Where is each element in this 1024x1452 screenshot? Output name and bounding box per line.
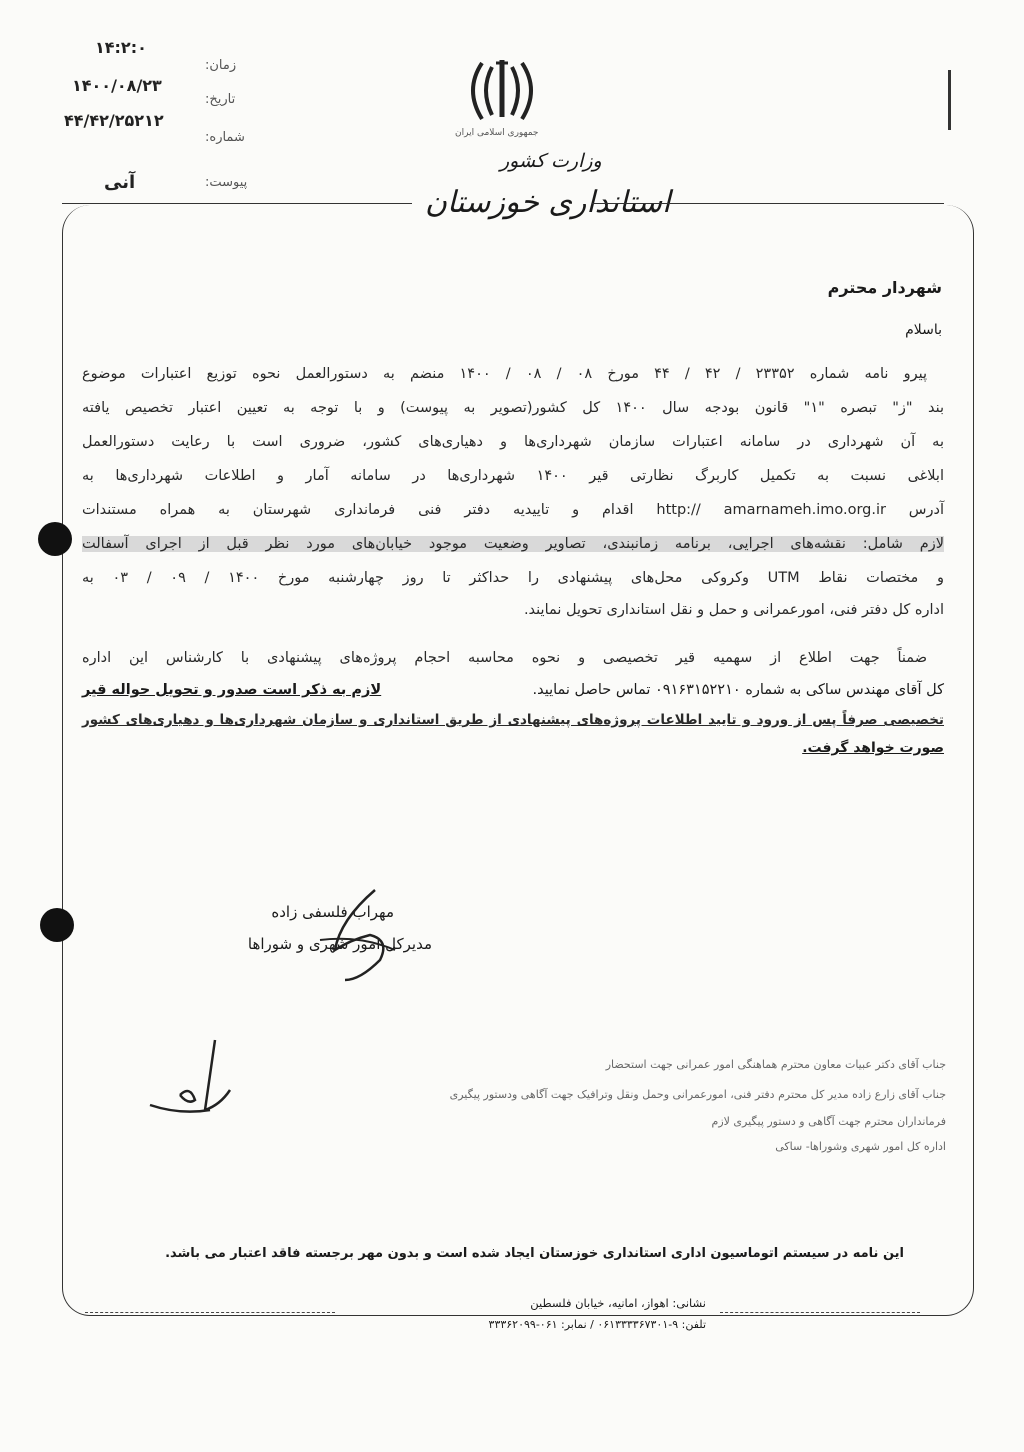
paragraph2-contact-text: کل آقای مهندس ساکی به شماره ۰۹۱۶۳۱۵۲۲۱۰ تماس حاصل نمایید. (532, 682, 944, 698)
frame-top-right (592, 203, 944, 204)
footer-rule-right (720, 1312, 920, 1313)
paragraph1-line: پیرو نامه شماره ۲۳۳۵۲ / ۴۲ / ۴۴ مورخ ۰۸ / ۰۸ / ۱۴۰۰ منضم به دستورالعمل نحوه توزیع اعتبارات موضوع (82, 366, 927, 382)
paragraph1-line-highlighted: لازم شامل: نقشه‌های اجرایی، برنامه زمانبندی، تصاویر وضعیت موجود خیابان‌های مورد نظر قبل از اجرای آسفالت (82, 536, 944, 552)
attachment-value: آنی (104, 172, 136, 193)
paragraph2-line-emphasis: تخصیصی صرفاً پس از ورود و تایید اطلاعات پروژه‌های پیشنهادی از طریق استانداری و سازمان شهرداری‌ها و دهیاری‌های کشور (82, 712, 944, 728)
paragraph2-emphasis-text: لازم به ذکر است صدور و تحویل حواله قیر (82, 682, 382, 698)
signer-title: مدیرکل امور شهری و شوراها (247, 935, 432, 953)
cc-line: جناب آقای دکتر عبیات معاون محترم هماهنگی امور عمرانی جهت استحضار (605, 1058, 946, 1071)
cc-line: جناب آقای زارع زاده مدیر کل محترم دفتر فنی، امورعمرانی وحمل ونقل وترافیک جهت آگاهی ودستور پیگیری (449, 1088, 946, 1101)
cc-line: فرمانداران محترم جهت آگاهی و دستور پیگیری لازم (711, 1115, 946, 1128)
logo-ministry-text: وزارت کشور (500, 150, 602, 172)
greeting: باسلام (905, 322, 942, 338)
cc-line: اداره کل امور شهری وشوراها- ساکی (775, 1140, 946, 1153)
paragraph1-line: بند "ز" تبصره "۱" قانون بودجه سال ۱۴۰۰ کل کشور(تصویر به پیوست) و با توجه به تعیین اعتبار تخصیص یافته (82, 400, 944, 416)
recipient: شهردار محترم (827, 278, 942, 297)
iran-emblem-icon (462, 55, 542, 125)
top-right-mark (948, 70, 951, 130)
logo-republic-text: جمهوری اسلامی ایران (455, 128, 539, 138)
footer-address: نشانی: اهواز، امانیه، خیابان فلسطین (530, 1296, 706, 1310)
date-label: تاریخ: (205, 92, 236, 107)
time-value: ۱۴:۲:۰ (95, 38, 147, 57)
paragraph1-line: و مختصات نقاط UTM وکروکی محل‌های پیشنهادی را حداکثر تا روز چهارشنبه مورخ ۱۴۰۰ / ۰۹ / ۰۳ به (82, 570, 944, 586)
date-value: ۱۴۰۰/۰۸/۲۳ (72, 76, 162, 95)
paragraph1-line: ابلاغی نسبت به تکمیل کاربرگ نظارتی قیر ۱۴۰۰ شهرداری‌ها در سامانه آمار و اطلاعات شهرداری‌ها به (82, 468, 944, 484)
footer-rule-left (85, 1312, 335, 1313)
paragraph1-line: آدرس http:// amarnameh.imo.org.ir اقدام و تاییدیه دفتر فنی فرمانداری شهرستان به همراه مستندات (82, 502, 944, 518)
number-label: شماره: (205, 130, 245, 145)
time-label: زمان: (205, 58, 237, 73)
attachment-label: پیوست: (205, 175, 248, 190)
frame-top-left (62, 203, 412, 204)
signer-name: مهراب فلسفی زاده (271, 903, 394, 921)
logo-office-text: استانداری خوزستان (425, 185, 671, 220)
paragraph2-line: ضمناً جهت اطلاع از سهمیه قیر تخصیصی و نحوه محاسبه احجام پروژه‌های پیشنهادی با کارشناس این اداره (82, 650, 927, 666)
paragraph2-line (82, 682, 944, 698)
punch-hole (38, 522, 72, 556)
handwritten-signature (300, 880, 410, 990)
number-value: ۴۴/۴۲/۲۵۲۱۲ (64, 111, 164, 130)
punch-hole (40, 908, 74, 942)
paragraph2-line-emphasis: صورت خواهد گرفت. (802, 740, 944, 756)
footer-phone: تلفن: ۹-۰۶۱۳۳۳۳۶۷۳۰۱ / نمابر: ۰۶۱-۳۳۳۶۲۰۹۹ (488, 1318, 706, 1331)
paragraph1-line: به آن شهرداری در سامانه اعتبارات سازمان شهرداری‌ها و دهیاری‌های کشور، ضروری است با رعایت دستورالعمل (82, 434, 944, 450)
initials-signature (140, 1035, 250, 1125)
footer-notice: این نامه در سیستم اتوماسیون اداری استانداری خوزستان ایجاد شده است و بدون مهر برجسته فاقد اعتبار می باشد. (165, 1246, 904, 1261)
paragraph1-line: اداره کل دفتر فنی، امورعمرانی و حمل و نقل استانداری تحویل نمایند. (523, 602, 944, 618)
